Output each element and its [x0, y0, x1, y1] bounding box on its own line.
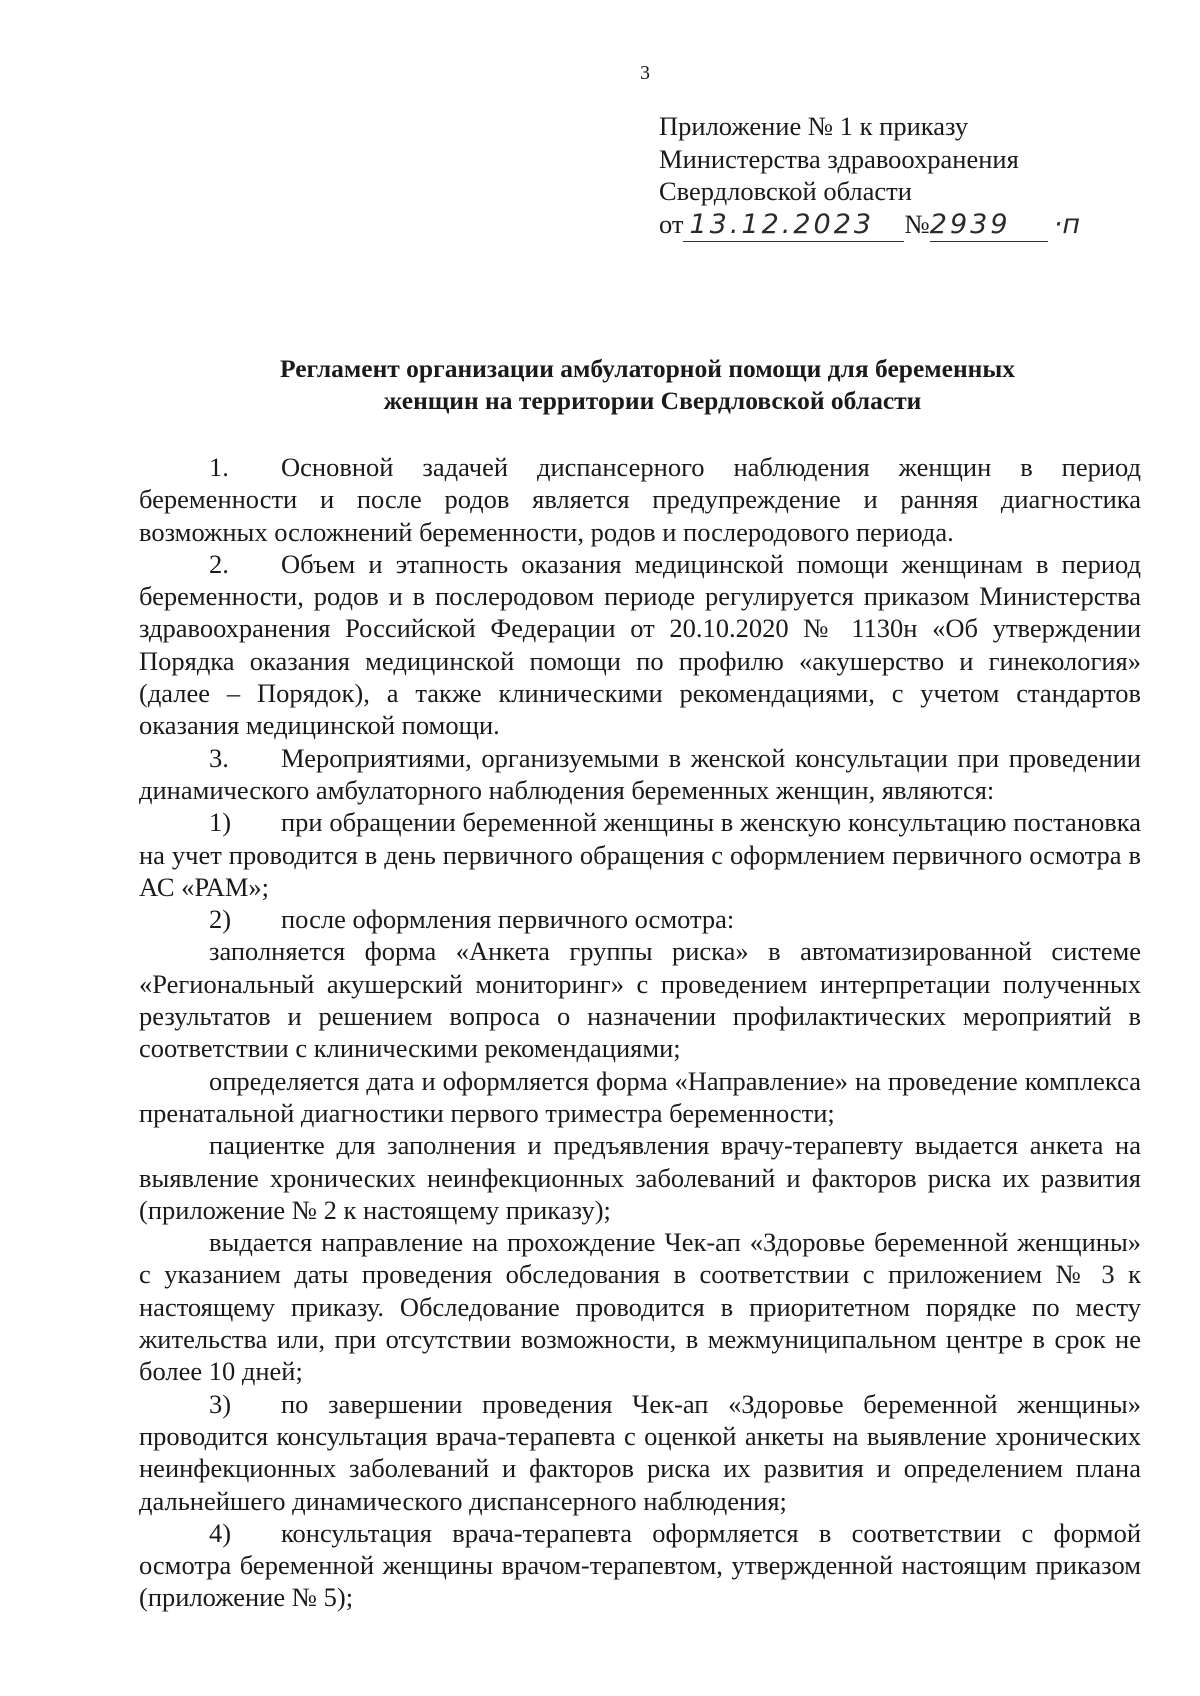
- title-line-2: женщин на территории Свердловской области: [383, 386, 922, 415]
- handwritten-number-suffix: ·п: [1053, 208, 1081, 240]
- paragraph-text: Мероприятиями, организуемыми в женской консультации при проведении динамического амбулаторного наблюдения беременных женщин, являются:: [139, 742, 1141, 805]
- annex-date-number-line: [659, 208, 1179, 243]
- paragraph-number: 3.: [209, 742, 229, 773]
- page-number: 3: [640, 62, 650, 84]
- annex-line-2: Министерства здравоохранения: [659, 143, 1019, 174]
- subitem-2: [139, 903, 1141, 935]
- subitem-2-point-d: [139, 1226, 1141, 1387]
- point-text: выдается направление на прохождение Чек-ап «Здоровье беременной женщины» с указанием даты проведения обследования в соответствии с приложением № 3 к настоящему приказу. Обследование проводится в приоритетном порядке по месту жительства или, при отсутствии возможности, в межмуниципальном центре в срок не более 10 дней;: [139, 1227, 1141, 1387]
- point-text: определяется дата и оформляется форма «Направление» на проведение комплекса пренатальной диагностики первого триместра беременности;: [139, 1065, 1141, 1128]
- document-title: [140, 353, 1140, 417]
- subitem-number: 2): [209, 904, 232, 935]
- paragraph-text: Объем и этапность оказания медицинской помощи женщинам в период беременности, родов и в послеродовом периоде регулируется приказом Министерства здравоохранения Российской Федерации от 20.10.2020 № 1130н «Об утверждении Порядка оказания медицинской помощи по профилю «акушерство и гинекология» (далее – Порядок), а также клиническими рекомендациями, с учетом стандартов оказания медицинской помощи.: [139, 548, 1141, 741]
- subitem-text: по завершении проведения Чек-ап «Здоровье беременной женщины» проводится консультация врача-терапевта с оценкой анкеты на выявление хронических неинфекционных заболеваний и факторов риска их развития и определением плана дальнейшего динамического диспансерного наблюдения;: [139, 1388, 1141, 1516]
- subitem-3: [139, 1388, 1141, 1517]
- subitem-text: при обращении беременной женщины в женскую консультацию постановка на учет проводится в день первичного обращения с оформлением первичного осмотра в АС «РАМ»;: [139, 807, 1141, 902]
- subitem-1: [139, 806, 1141, 903]
- point-text: заполняется форма «Анкета группы риска» в автоматизированной системе «Региональный акушерский мониторинг» с проведением интерпретации полученных результатов и решением вопроса о назначении профилактических мероприятий в соответствии с клиническими рекомендациями;: [139, 936, 1141, 1064]
- handwritten-number: 2939: [930, 209, 1048, 243]
- subitem-2-point-a: [139, 935, 1141, 1064]
- handwritten-date: 13.12.2023: [683, 209, 904, 243]
- paragraph-number: 1.: [209, 452, 229, 482]
- paragraph-number: 2.: [209, 548, 229, 579]
- subitem-2-point-b: [139, 1065, 1141, 1130]
- paragraph-3: [139, 742, 1141, 807]
- date-prefix: от: [659, 208, 684, 239]
- number-prefix: №: [904, 208, 930, 239]
- paragraph-1: [139, 451, 1141, 548]
- point-text: пациентке для заполнения и предъявления врачу-терапевту выдается анкета на выявление хронических неинфекционных заболеваний и факторов риска их развития (приложение № 2 к настоящему приказу);: [139, 1130, 1141, 1225]
- annex-line-1: Приложение № 1 к приказу: [659, 111, 969, 141]
- paragraph-text: Основной задачей диспансерного наблюдения женщин в период беременности и после родов является предупреждение и ранняя диагностика возможных осложнений беременности, родов и послеродового периода.: [139, 452, 1141, 547]
- annex-line-3: Свердловской области: [659, 176, 912, 206]
- subitem-4: [139, 1517, 1141, 1614]
- subitem-2-point-c: [139, 1129, 1141, 1226]
- title-line-1: Регламент организации амбулаторной помощи для беременных: [280, 354, 1015, 383]
- annex-header: [659, 110, 1179, 242]
- subitem-number: 4): [209, 1517, 232, 1548]
- document-body: [139, 451, 1141, 1614]
- subitem-number: 3): [209, 1388, 232, 1419]
- paragraph-2: [139, 548, 1141, 742]
- subitem-text: консультация врача-терапевта оформляется в соответствии с формой осмотра беременной женщины врачом-терапевтом, утвержденной настоящим приказом (приложение № 5);: [139, 1517, 1141, 1613]
- subitem-number: 1): [209, 807, 232, 838]
- subitem-text: после оформления первичного осмотра:: [281, 904, 735, 935]
